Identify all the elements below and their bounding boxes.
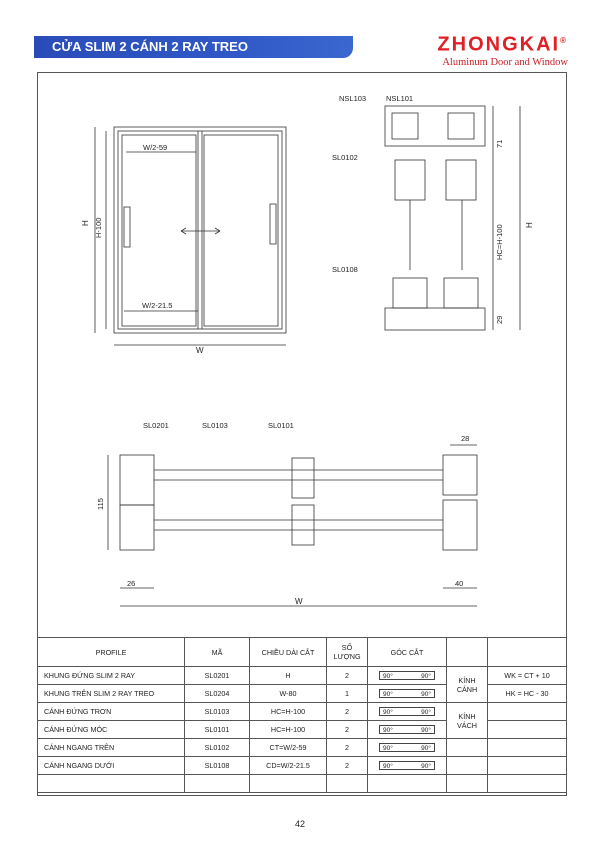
- cell-angle: [368, 739, 447, 757]
- sash-bottom-right: [444, 278, 478, 308]
- angle-box: [379, 761, 435, 770]
- top-track-left: [392, 113, 418, 139]
- cell-angle: [368, 667, 447, 685]
- table-row: [38, 775, 567, 793]
- label-nsl101: NSL101: [386, 94, 414, 103]
- angle-box: [379, 743, 435, 752]
- left-handle: [124, 207, 130, 247]
- table-header-row: [38, 638, 567, 667]
- angle-box: [379, 671, 435, 680]
- left-frame-lower: [120, 505, 154, 550]
- elev-h-label: H: [81, 220, 90, 226]
- bottom-track-profile: [385, 308, 485, 330]
- header-code: MÃ: [185, 638, 250, 667]
- cell-angle: [368, 703, 447, 721]
- cell-profile: CÁNH NGANG TRÊN: [38, 739, 185, 757]
- cell-qty: 2: [327, 703, 368, 721]
- table-row: [38, 721, 567, 739]
- left-sash-glass: [122, 135, 196, 326]
- cell-profile: CÁNH NGANG DƯỚI: [38, 757, 185, 775]
- elev-h100-label: H-100: [94, 217, 103, 238]
- cell-empty: [488, 721, 567, 739]
- angle-left: 90°: [383, 727, 393, 734]
- top-track-right: [448, 113, 474, 139]
- cell-qty: 2: [327, 721, 368, 739]
- left-frame-jamb: [120, 455, 154, 505]
- vs-dim-71: 71: [495, 139, 504, 148]
- cell-qty: 1: [327, 685, 368, 703]
- cell-glass-vach: KÍNH VÁCH: [447, 703, 488, 739]
- header-length: CHIỀU DÀI CẮT: [250, 638, 327, 667]
- label-sl0108: SL0108: [332, 265, 358, 274]
- angle-right: 90°: [421, 745, 431, 752]
- hs-dim-115: 115: [96, 498, 105, 510]
- cell-code: SL0108: [185, 757, 250, 775]
- hs-dim-28: 28: [461, 434, 470, 443]
- cell-length: HC=H-100: [250, 721, 327, 739]
- angle-left: 90°: [383, 673, 393, 680]
- table-row: [38, 739, 567, 757]
- vs-dim-29: 29: [495, 315, 504, 324]
- cell-empty: [488, 775, 567, 793]
- angle-box: [379, 689, 435, 698]
- header-blank-1: [447, 638, 488, 667]
- angle-right: 90°: [421, 673, 431, 680]
- angle-left: 90°: [383, 691, 393, 698]
- label-sl0102: SL0102: [332, 153, 358, 162]
- interlock-top: [292, 458, 314, 498]
- table-row: [38, 703, 567, 721]
- sash-top-left: [395, 160, 425, 200]
- hs-dim-40: 40: [455, 579, 464, 588]
- cell-code: SL0201: [185, 667, 250, 685]
- angle-right: 90°: [421, 691, 431, 698]
- cell-code: SL0101: [185, 721, 250, 739]
- cell-wk: WK = CT + 10: [488, 667, 567, 685]
- right-frame-jamb: [443, 455, 477, 495]
- cell-code: SL0102: [185, 739, 250, 757]
- table-row: [38, 757, 567, 775]
- sash-top-right: [446, 160, 476, 200]
- brand-name: ZHONGKAI: [437, 33, 561, 56]
- label-nsl103: NSL103: [339, 94, 367, 103]
- inner-frame: [118, 131, 282, 329]
- angle-left: 90°: [383, 763, 393, 770]
- header-blank-2: [488, 638, 567, 667]
- brand-registered-mark: ®: [560, 36, 568, 45]
- elev-w-top-label: W/2-59: [143, 143, 168, 152]
- cell-profile: CÁNH ĐỨNG TRƠN: [38, 703, 185, 721]
- cell-empty: [488, 703, 567, 721]
- cell-empty: [447, 775, 488, 793]
- cell-angle: [368, 685, 447, 703]
- cell-length: CT=W/2-59: [250, 739, 327, 757]
- cell-length: HC=H-100: [250, 703, 327, 721]
- angle-box: [379, 707, 435, 716]
- vs-dim-h: H: [525, 222, 534, 228]
- hs-dim-w: W: [295, 597, 303, 606]
- right-sash-glass: [204, 135, 278, 326]
- angle-left: 90°: [383, 745, 393, 752]
- label-sl0103: SL0103: [202, 421, 228, 430]
- hs-dim-26: 26: [127, 579, 136, 588]
- top-track-profile: [385, 106, 485, 146]
- cell-qty: 2: [327, 667, 368, 685]
- cell-empty: [38, 775, 185, 793]
- label-sl0101: SL0101: [268, 421, 294, 430]
- vs-dim-hc: HC=H-100: [495, 224, 504, 260]
- cell-profile: KHUNG ĐỨNG SLIM 2 RAY: [38, 667, 185, 685]
- right-handle: [270, 204, 276, 244]
- cell-empty: [368, 775, 447, 793]
- cell-angle: [368, 757, 447, 775]
- right-frame-lower: [443, 500, 477, 550]
- cell-empty: [488, 739, 567, 757]
- cell-length: W-80: [250, 685, 327, 703]
- cell-profile: CÁNH ĐỨNG MÓC: [38, 721, 185, 739]
- cell-length: H: [250, 667, 327, 685]
- outer-frame: [114, 127, 286, 333]
- elev-w-label: W: [196, 346, 204, 355]
- cell-empty: [447, 739, 488, 757]
- brand-tagline: Aluminum Door and Window: [442, 56, 568, 68]
- cell-length: CD=W/2-21.5: [250, 757, 327, 775]
- angle-box: [379, 725, 435, 734]
- label-sl0201: SL0201: [143, 421, 169, 430]
- table-row: [38, 685, 567, 703]
- horizontal-section: [108, 445, 477, 606]
- interlock-bottom: [292, 505, 314, 545]
- cell-empty: [488, 757, 567, 775]
- cell-code: SL0103: [185, 703, 250, 721]
- cell-qty: 2: [327, 757, 368, 775]
- cutting-list-table: [37, 637, 567, 793]
- header-angle: GÓC CẮT: [368, 638, 447, 667]
- header-qty: SỐ LƯỢNG: [327, 638, 368, 667]
- cell-profile: KHUNG TRÊN SLIM 2 RAY TREO: [38, 685, 185, 703]
- page-title: CỬA SLIM 2 CÁNH 2 RAY TREO: [52, 39, 248, 54]
- angle-left: 90°: [383, 709, 393, 716]
- header-profile: PROFILE: [38, 638, 185, 667]
- angle-right: 90°: [421, 763, 431, 770]
- cell-qty: 2: [327, 739, 368, 757]
- page-number: 42: [294, 819, 305, 829]
- elev-w-bottom-label: W/2-21.5: [142, 301, 173, 310]
- angle-right: 90°: [421, 709, 431, 716]
- sash-bottom-left: [393, 278, 427, 308]
- cell-code: SL0204: [185, 685, 250, 703]
- cell-empty: [250, 775, 327, 793]
- angle-right: 90°: [421, 727, 431, 734]
- cell-angle: [368, 721, 447, 739]
- cell-empty: [327, 775, 368, 793]
- cell-empty: [447, 757, 488, 775]
- cell-glass-canh: KÍNH CÁNH: [447, 667, 488, 703]
- table-row: [38, 667, 567, 685]
- vertical-section: [385, 106, 520, 330]
- cell-hk: HK = HC - 30: [488, 685, 567, 703]
- door-elevation: [95, 127, 286, 345]
- cell-empty: [185, 775, 250, 793]
